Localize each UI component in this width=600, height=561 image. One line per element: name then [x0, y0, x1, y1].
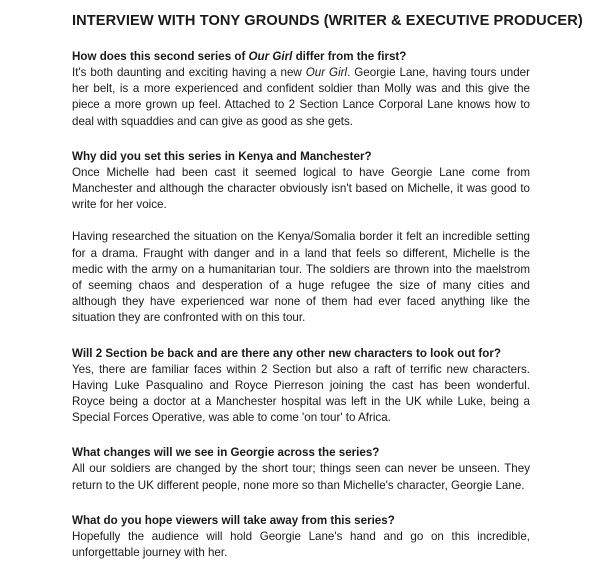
answer-text: . Georgie Lane, having tours under her belt, is a more experienced and confident soldier than Molly was and this give the piece a more grown up feel. Attached to 2 Section Lance Corporal Lane knows how to deal with squaddies and can give as good as she gets. [72, 66, 530, 128]
qa-section [72, 513, 530, 561]
question-text: How does this second series of [72, 50, 249, 63]
answer-paragraph [72, 65, 530, 130]
answer-paragraph: Hopefully the audience will hold Georgie Lane's hand and go on this incredible, unforgettable journey with her. [72, 529, 530, 560]
answer-paragraph: Once Michelle had been cast it seemed logical to have Georgie Lane come from Manchester and although the character obviously isn't based on Michelle, it was good to write for her voice. [72, 165, 530, 212]
question-heading: Why did you set this series in Kenya and Manchester? [72, 149, 372, 163]
qa-section [72, 346, 530, 427]
question-text: differ from the first? [292, 50, 407, 63]
qa-section [72, 149, 530, 327]
answer-text: It's both daunting and exciting having a new [72, 66, 306, 79]
qa-section [72, 49, 530, 130]
question-heading: What changes will we see in Georgie across the series? [72, 446, 380, 460]
answer-paragraph: Having researched the situation on the Kenya/Somalia border it felt an incredible setting for a drama. Fraught with danger and in a land that feels so different, Michelle is the medic with the army on a humanitarian tour. The soldiers are thrown into the maelstrom of seeming chaos and desperation of a huge refugee the size of many cities and although they have experienced war none of them had ever faced anything like the situation they are confronted with on this tour. [72, 230, 530, 325]
show-title-emphasis: Our Girl [248, 50, 293, 63]
question-heading [72, 49, 530, 65]
question-heading: Will 2 Section be back and are there any other new characters to look out for? [72, 346, 501, 360]
question-heading: What do you hope viewers will take away from this series? [72, 513, 395, 527]
show-title-emphasis: Our Girl [305, 66, 348, 79]
qa-section [72, 445, 530, 493]
answer-paragraph: All our soldiers are changed by the short tour; things seen can never be unseen. They return to the UK different people, none more so than Michelle's character, Georgie Lane. [72, 462, 530, 492]
answer-paragraph: Yes, there are familiar faces within 2 Section but also a raft of terrific new characters. Having Luke Pasqualino and Royce Pierreson joining the cast has been wonderful. Royce being a doctor at a Manchester hospital was left in the UK while Luke, being a Special Forces Operative, was able to come 'on tour' to Africa. [72, 362, 530, 425]
page-title: INTERVIEW WITH TONY GROUNDS (WRITER & EXECUTIVE PRODUCER) [72, 13, 583, 29]
